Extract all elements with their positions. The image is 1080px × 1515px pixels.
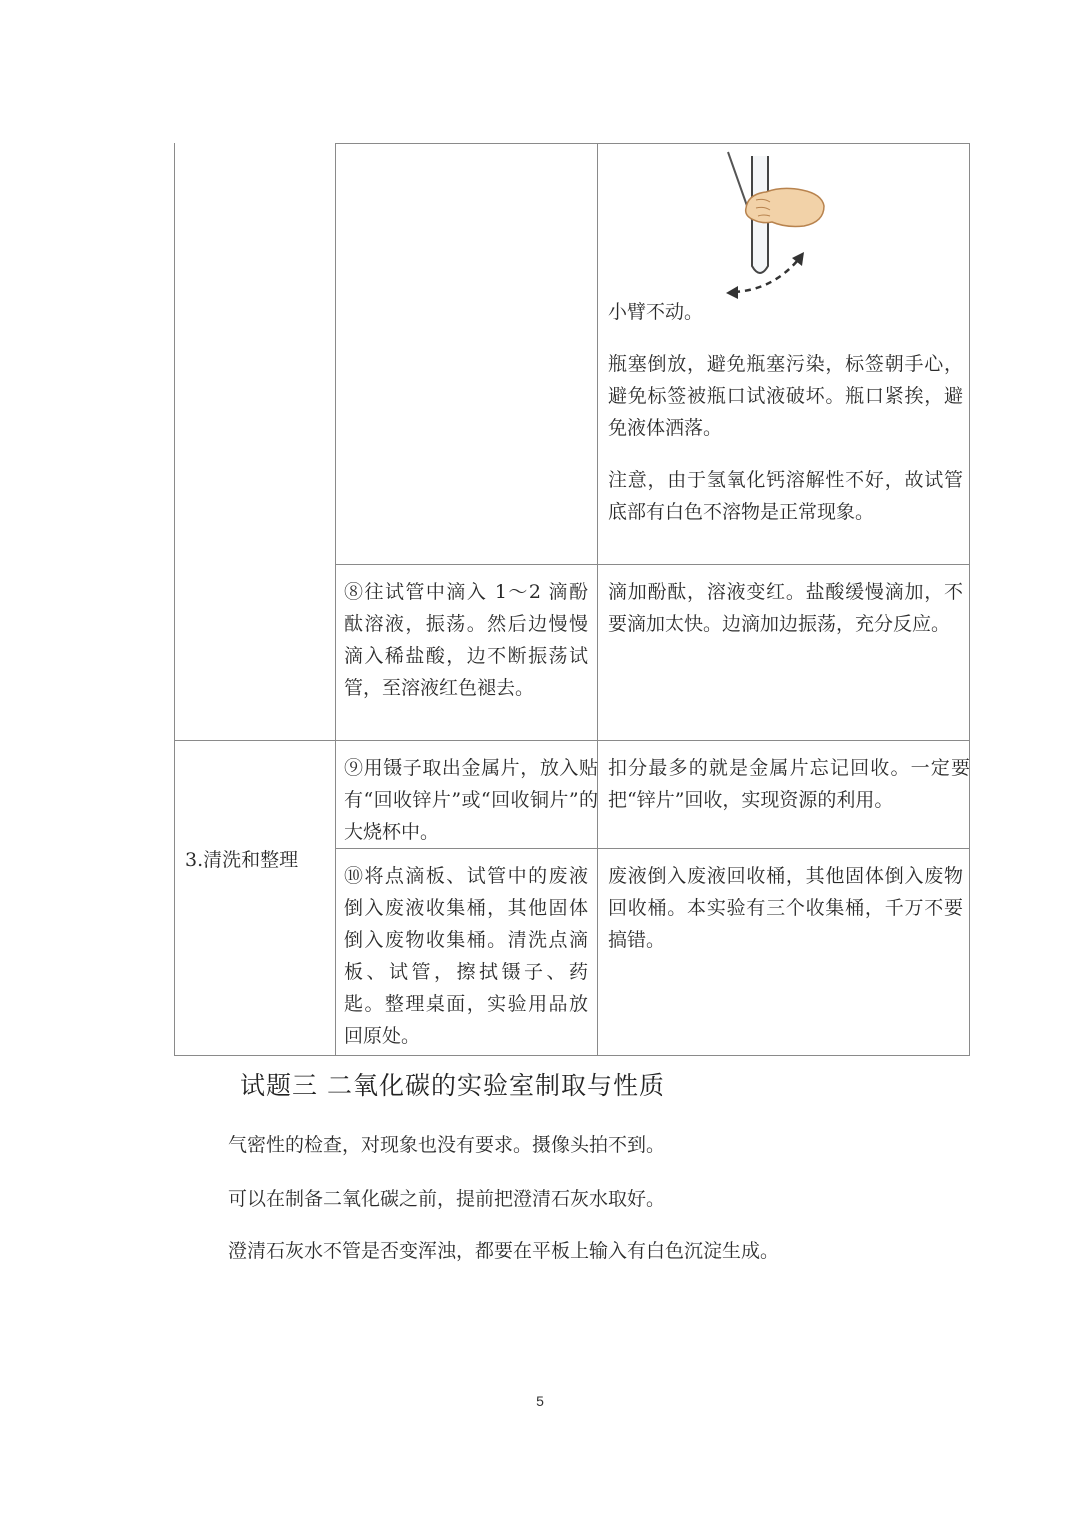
row3-step-cell [344, 752, 598, 848]
row1-note-2: 注意，由于氢氧化钙溶解性不好，故试管底部有白色不溶物是正常现象。 [608, 469, 963, 523]
table-border-bottom [174, 1055, 970, 1056]
row2-note-cell [608, 576, 963, 640]
table-divider-col2 [597, 143, 598, 1056]
table-section-divider [174, 740, 970, 741]
figure-caption: 小臂不动。 [608, 301, 704, 323]
step-9-text: ⑨用镊子取出金属片，放入贴有“回收锌片”或“回收铜片”的大烧杯中。 [344, 757, 598, 843]
step-9-note: 扣分最多的就是金属片忘记回收。一定要把“锌片”回收，实现资源的利用。 [608, 757, 970, 811]
row3-note-cell [608, 752, 970, 816]
table-divider-col1 [335, 143, 336, 1056]
page-number: 5 [536, 1393, 544, 1409]
table-row-divider-1 [335, 564, 970, 565]
row4-note-cell [608, 860, 963, 956]
row1-note-cell [608, 296, 963, 528]
step-8-text: ⑧往试管中滴入 1～2 滴酚酞溶液，振荡。然后边慢慢滴入稀盐酸，边不断振荡试管，至溶液红色褪去。 [344, 581, 588, 699]
paragraph-2: 可以在制备二氧化碳之前，提前把澄清石灰水取好。 [228, 1188, 666, 1210]
table-border-right [969, 143, 970, 1056]
paragraph-1: 气密性的检查，对现象也没有要求。摄像头拍不到。 [228, 1134, 666, 1156]
step-8-note: 滴加酚酞，溶液变红。盐酸缓慢滴加，不要滴加太快。边滴加边振荡，充分反应。 [608, 581, 963, 635]
table-border-left [174, 143, 175, 1056]
test-tube-shaking-figure [712, 150, 832, 320]
row2-step-cell [344, 576, 588, 704]
section-title: 试题三 二氧化碳的实验室制取与性质 [240, 1071, 665, 1100]
step-10-note: 废液倒入废液回收桶，其他固体倒入废物回收桶。本实验有三个收集桶，千万不要搞错。 [608, 865, 963, 951]
step-10-text: ⑩将点滴板、试管中的废液倒入废液收集桶，其他固体倒入废物收集桶。清洗点滴板、试管，擦拭镊子、药匙。整理桌面，实验用品放回原处。 [344, 865, 588, 1047]
section-3-label: 3.清洗和整理 [185, 849, 299, 871]
table-row-divider-3 [335, 848, 970, 849]
test-tube-hand-icon [712, 150, 832, 320]
table-border-top [335, 143, 970, 144]
row1-note-1: 瓶塞倒放，避免瓶塞污染，标签朝手心，避免标签被瓶口试液破坏。瓶口紧挨，避免液体洒落。 [608, 353, 963, 439]
paragraph-3: 澄清石灰水不管是否变浑浊，都要在平板上输入有白色沉淀生成。 [228, 1240, 780, 1262]
row4-step-cell [344, 860, 588, 1052]
